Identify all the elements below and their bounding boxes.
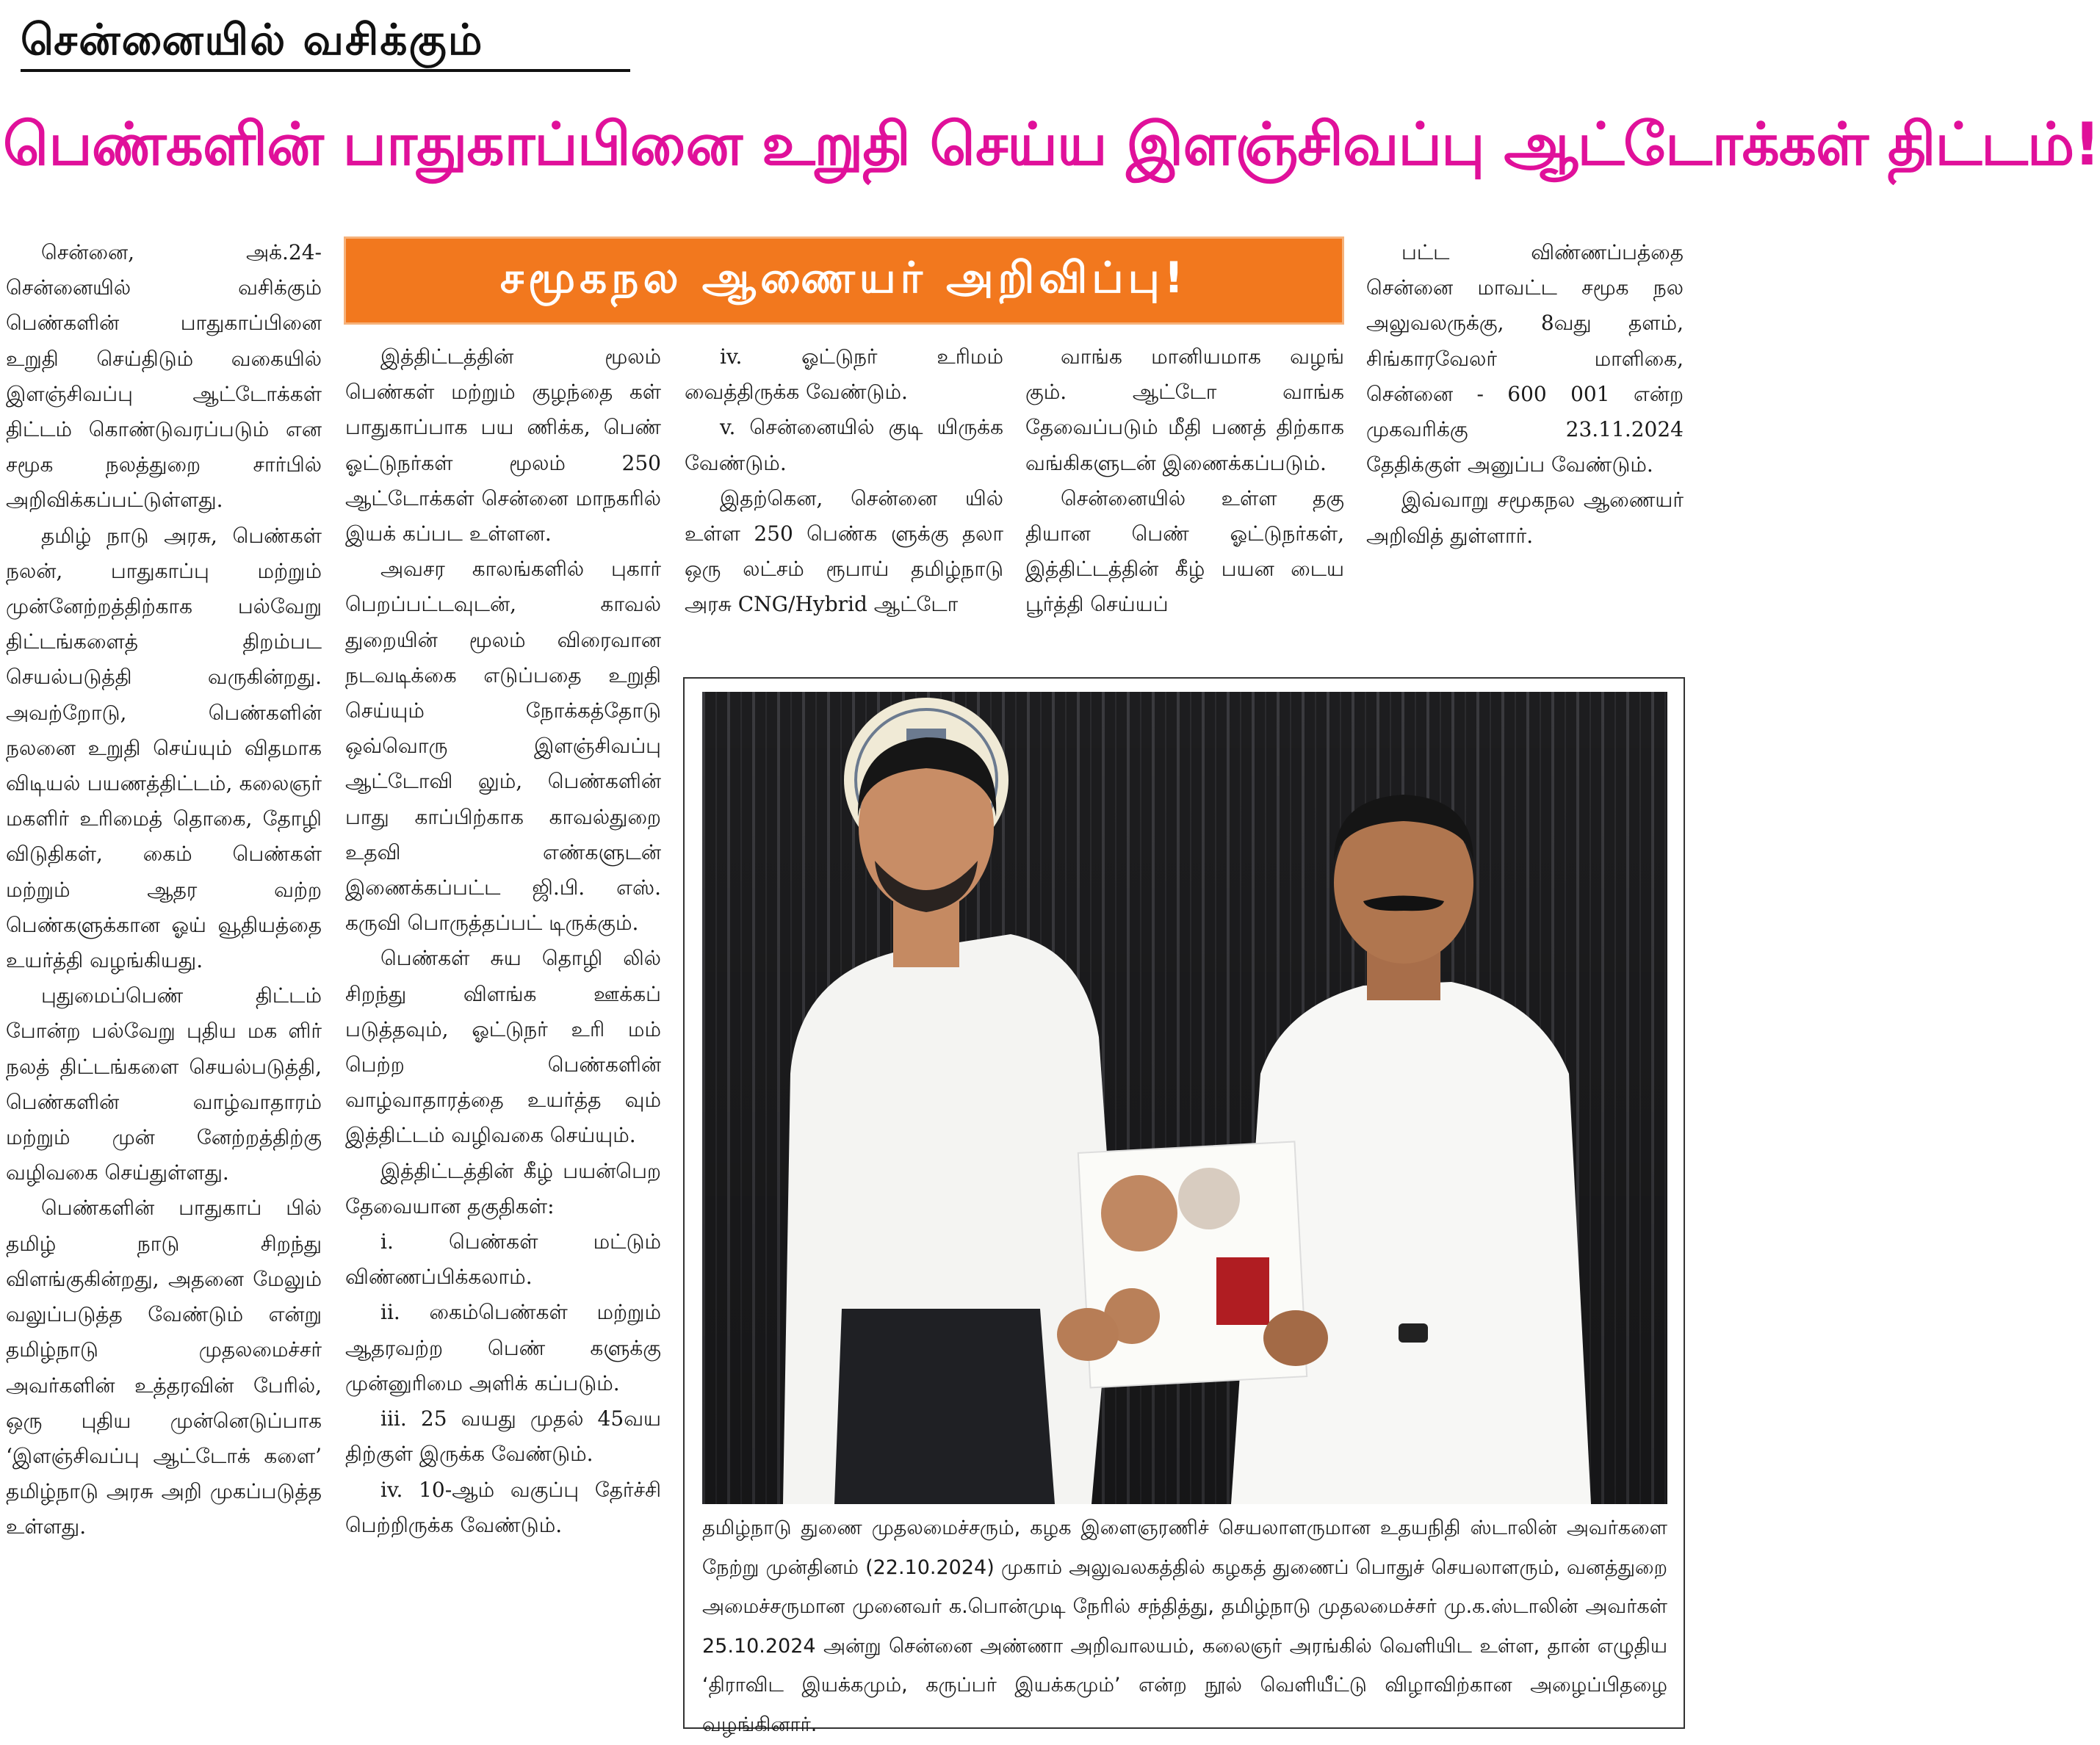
eligibility-item: iv. ஓட்டுநர் உரிமம் வைத்திருக்க வேண்டும். (685, 344, 1003, 405)
paragraph: இத்திட்டத்தின் மூலம் பெண்கள் மற்றும் குழந்தை கள் பாதுகாப்பாக பய ணிக்க, பெண் ஓட்டுநர்கள் மூலம் 250 ஆட்டோக்கள் சென்னை மாநகரில் இயக் கப்பட உள்ளன. (345, 344, 661, 546)
headline: பெண்களின் பாதுகாப்பினை உறுதி செய்ய இளஞ்சிவப்பு ஆட்டோக்கள் திட்டம்! (3, 110, 2100, 178)
eligibility-item: i. பெண்கள் மட்டும் விண்ணப்பிக்கலாம். (345, 1229, 661, 1290)
paragraph: இதற்கென, சென்னை யில் உள்ள 250 பெண்க ளுக்கு தலா ஒரு லட்சம் ரூபாய் தமிழ்நாடு அரசு CNG/Hybrid ஆட்டோ (685, 485, 1003, 617)
kicker-title: சென்னையில் வசிக்கும் (21, 15, 484, 65)
hand-left (1057, 1308, 1119, 1361)
paragraph: பெண்கள் சுய தொழி லில் சிறந்து விளங்க ஊக்கப் படுத்தவும், ஓட்டுநர் உரி மம் பெற்ற பெண்களின் வாழ்வாதாரத்தை உயர்த்த வும் இத்திட்டம் வழிவகை செய்யும். (345, 946, 661, 1148)
article-column-4 (1025, 339, 1344, 623)
eligibility-item: iv. 10-ஆம் வகுப்பு தேர்ச்சி பெற்றிருக்க வேண்டும். (345, 1477, 661, 1537)
eligibility-item: ii. கைம்பெண்கள் மற்றும் ஆதரவற்ற பெண் களுக்கு முன்னுரிமை அளிக் கப்படும். (345, 1300, 661, 1395)
kicker-underline (21, 69, 630, 72)
paragraph: தமிழ் நாடு அரசு, பெண்கள் நலன், பாதுகாப்பு மற்றும் முன்னேற்றத்திற்காக பல்வேறு திட்டங்களைத் திறம்பட செயல்படுத்தி வருகின்றது. அவற்றோடு, பெண்களின் நலனை உறுதி செய்யும் விதமாக விடியல் பயணத்திட்டம், கலைஞர் மகளிர் உரிமைத் தொகை, தோழி விடுதிகள், கைம் பெண்கள் மற்றும் ஆதர வற்ற பெண்களுக்கான ஓய் வூதியத்தை உயர்த்தி வழங்கியது. (6, 523, 322, 973)
paragraph: இவ்வாறு சமூகநல ஆணையர் அறிவித் துள்ளார். (1366, 488, 1684, 548)
banner-text: சமூகநல ஆணையர் அறிவிப்பு! (499, 253, 1188, 303)
paragraph: சென்னையில் உள்ள தகு தியான பெண் ஓட்டுநர்கள், இத்திட்டத்தின் கீழ் பயன டைய பூர்த்தி செய்யப் (1025, 485, 1344, 617)
paragraph: வாங்க மானியமாக வழங் கும். ஆட்டோ வாங்க தேவைப்படும் மீதி பணத் திற்காக வங்கிகளுடன் இணைக்கப்படும். (1025, 344, 1344, 475)
article-column-5 (1366, 235, 1684, 554)
article-column-2 (345, 339, 661, 1543)
news-photo (702, 692, 1667, 1504)
announcement-banner (344, 236, 1344, 325)
hand-right (1263, 1310, 1328, 1366)
paragraph: அவசர காலங்களில் புகார் பெறப்பட்டவுடன், காவல் துறையின் மூலம் விரைவான நடவடிக்கை எடுப்பதை உறுதி செய்யும் நோக்கத்தோடு ஒவ்வொரு இளஞ்சிவப்பு ஆட்டோவி லும், பெண்களின் பாது காப்பிற்காக காவல்துறை உதவி எண்களுடன் இணைக்கப்பட்ட ஜி.பி. எஸ். கருவி பொருத்தப்பட் டிருக்கும். (345, 557, 661, 936)
photo-box (683, 677, 1685, 1736)
paragraph: சென்னை, அக்.24- சென்னையில் வசிக்கும் பெண்களின் பாதுகாப்பினை உறுதி செய்திடும் வகையில் இளஞ்சிவப்பு ஆட்டோக்கள் திட்டம் கொண்டுவரப்படும் என சமூக நலத்துறை சார்பில் அறிவிக்கப்பட்டுள்ளது. (6, 240, 322, 513)
paragraph: இத்திட்டத்தின் கீழ் பயன்பெற தேவையான தகுதிகள்: (345, 1158, 661, 1218)
eligibility-item: v. சென்னையில் குடி யிருக்க வேண்டும். (685, 415, 1003, 475)
article-column-3 (685, 339, 1003, 623)
paragraph: பட்ட விண்ணப்பத்தை சென்னை மாவட்ட சமூக நல அலுவலருக்கு, 8வது தளம், சிங்காரவேலர் மாளிகை, சென்னை - 600 001 என்ற முகவரிக்கு 23.11.2024 தேதிக்குள் அனுப்ப வேண்டும். (1366, 240, 1684, 477)
eligibility-item: iii. 25 வயது முதல் 45வய திற்குள் இருக்க வேண்டும். (345, 1406, 661, 1467)
article-column-1 (6, 235, 322, 1545)
paragraph: பெண்களின் பாதுகாப் பில் தமிழ் நாடு சிறந்து விளங்குகின்றது, அதனை மேலும் வலுப்படுத்த வேண்டும் என்று தமிழ்நாடு முதலமைச்சர் அவர்களின் உத்தரவின் பேரில், ஒரு புதிய முன்னெடுப்பாக ‘இளஞ்சிவப்பு ஆட்டோக் களை’ தமிழ்நாடு அரசு அறி முகப்படுத்த உள்ளது. (6, 1196, 322, 1539)
paragraph: புதுமைப்பெண் திட்டம் போன்ற பல்வேறு புதிய மக ளிர் நலத் திட்டங்களை செயல்படுத்தி, பெண்களின் வாழ்வாதாரம் மற்றும் முன் னேற்றத்திற்கு வழிவகை செய்துள்ளது. (6, 983, 322, 1185)
photo-illustration (702, 692, 1667, 1504)
photo-caption: தமிழ்நாடு துணை முதலமைச்சரும், கழக இளைஞரணிச் செயலாளருமான உதயநிதி ஸ்டாலின் அவர்களை நேற்று முன்தினம் (22.10.2024) முகாம் அலுவலகத்தில் கழகத் துணைப் பொதுச் செயலாளரும், வனத்துறை அமைச்சருமான முனைவர் க.பொன்முடி நேரில் சந்தித்து, தமிழ்நாடு முதலமைச்சர் மு.க.ஸ்டாலின் அவர்கள் 25.10.2024 அன்று சென்னை அண்ணா அறிவாலயம், கலைஞர் அரங்கில் வெளியிட உள்ள, தான் எழுதிய ‘திராவிட இயக்கமும், கருப்பர் இயக்கமும்’ என்ற நூல் வெளியீட்டு விழாவிற்கான அழைப்பிதழை வழங்கினார். (702, 1517, 1667, 1736)
